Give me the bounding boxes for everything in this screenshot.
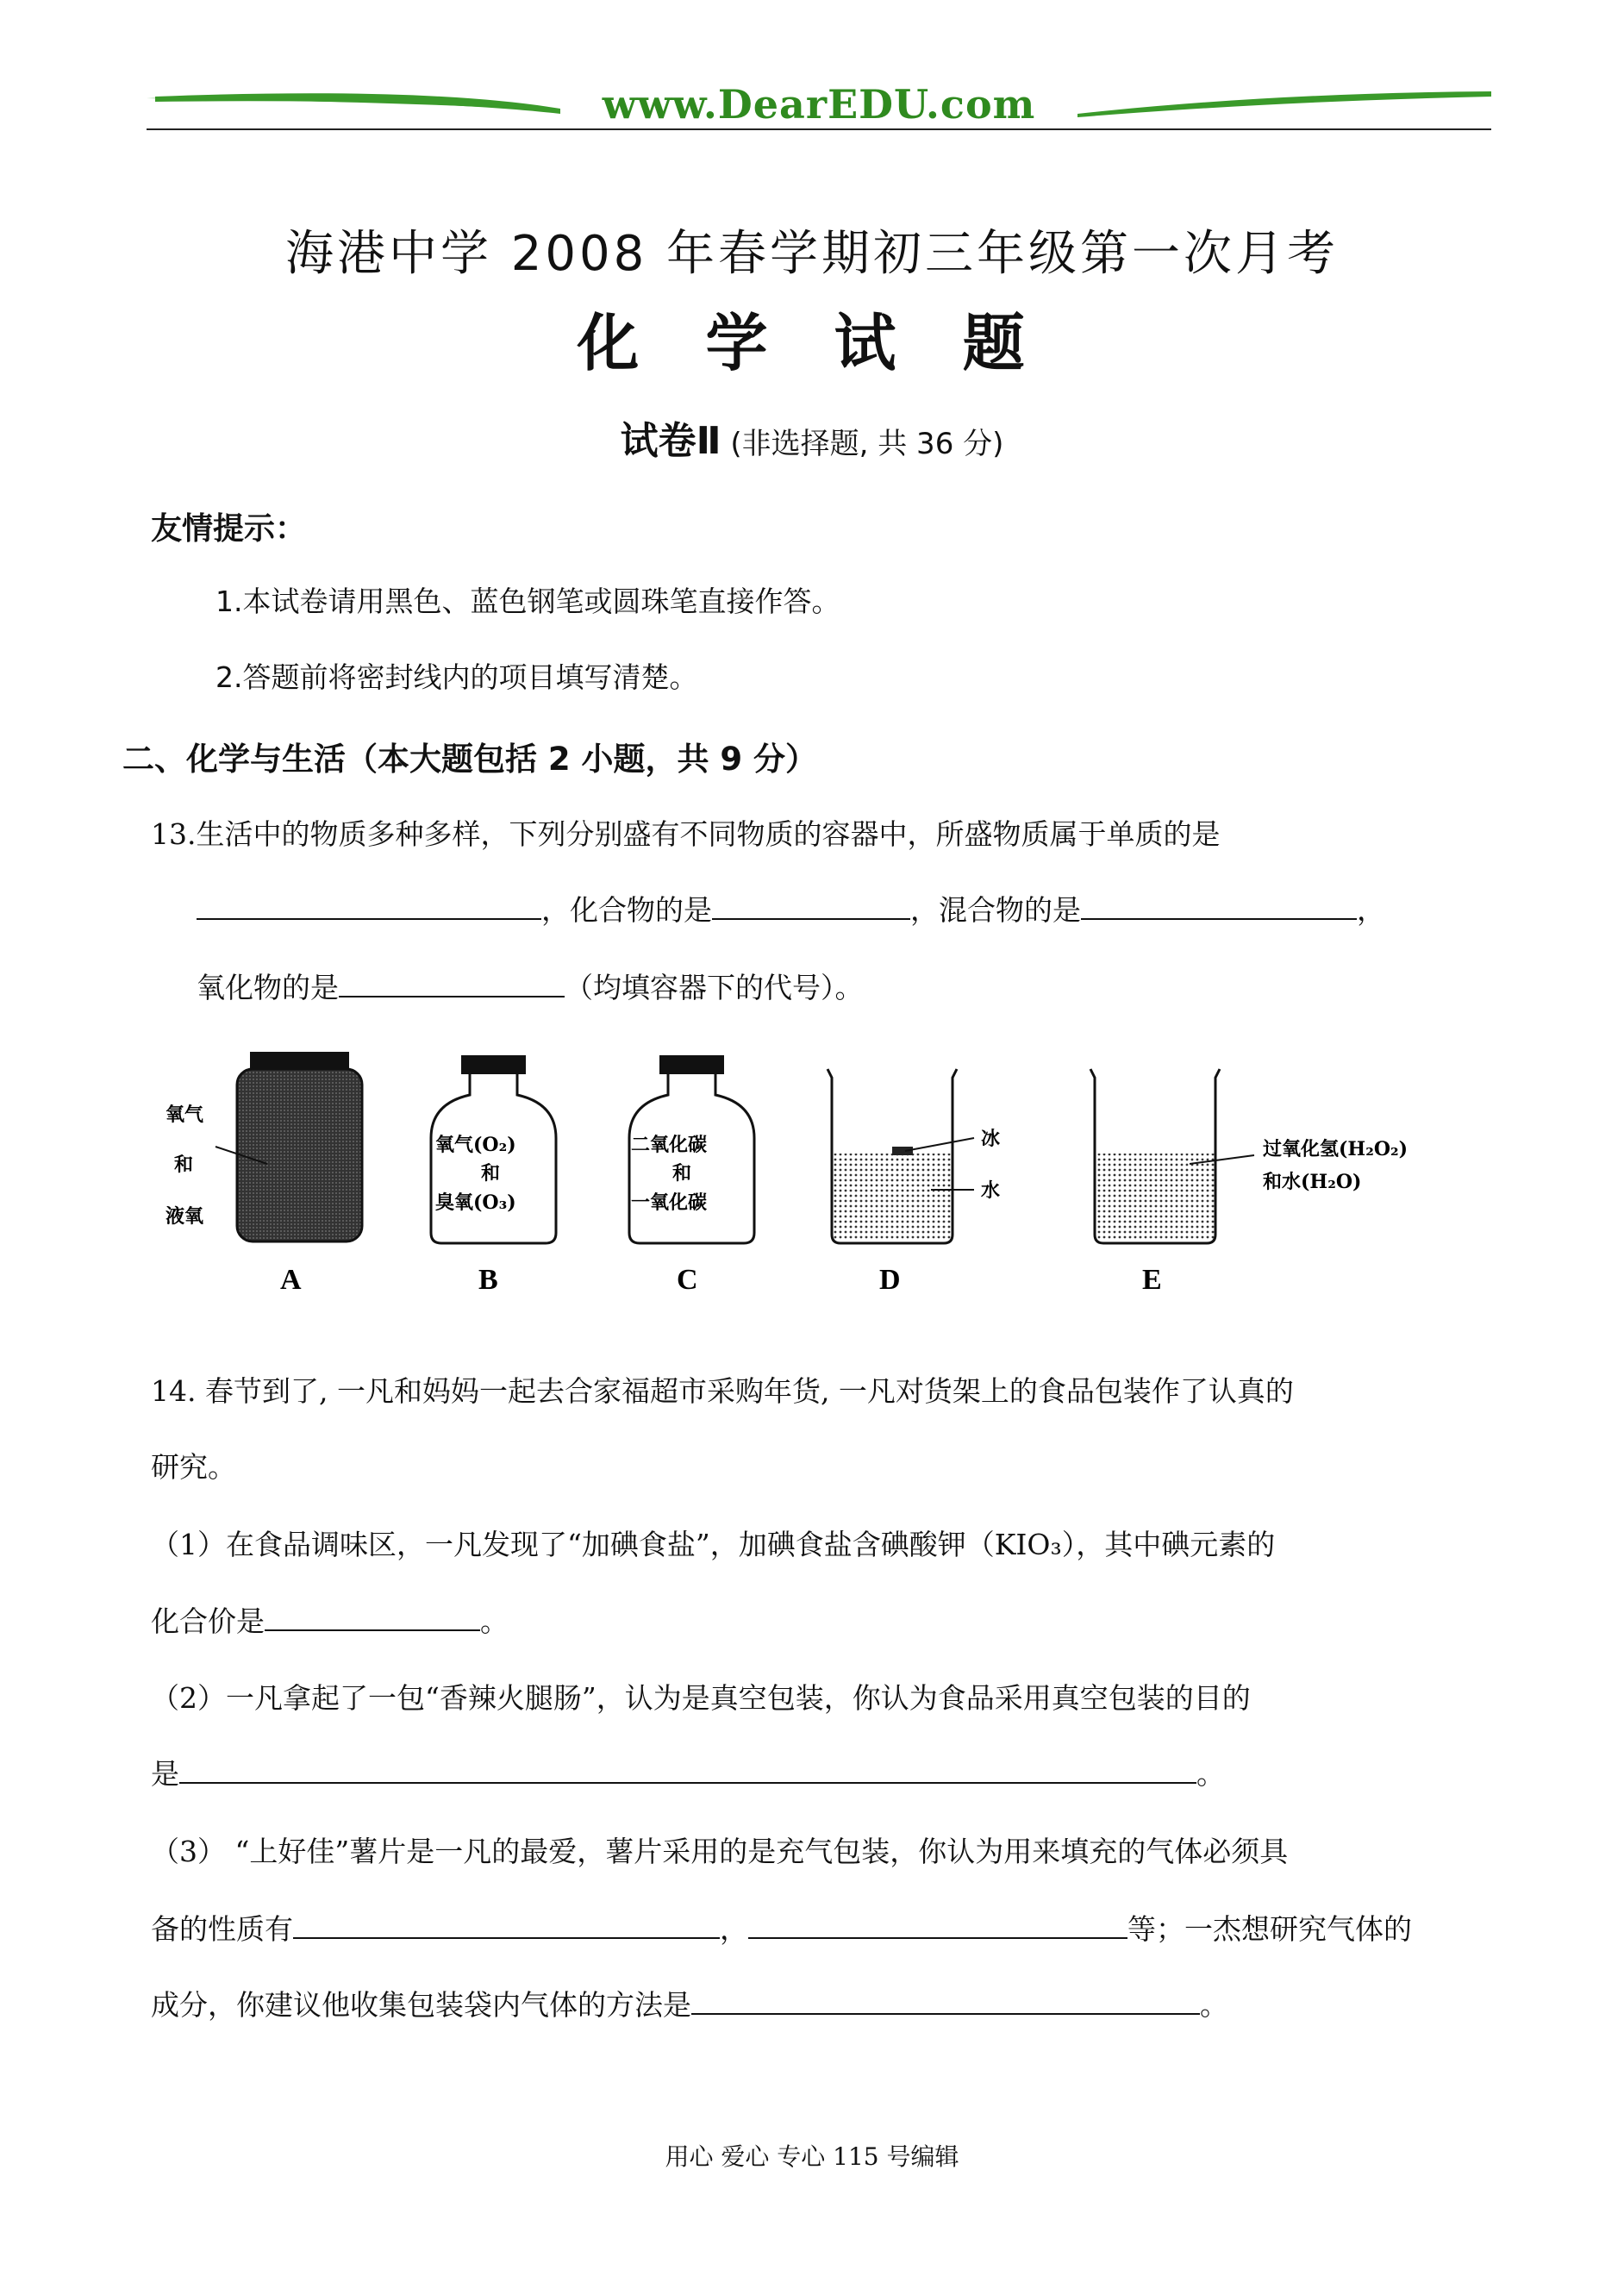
letter-b: B xyxy=(478,1264,498,1296)
q14-p2-line2: 是 。 xyxy=(151,1757,1225,1791)
answer-blank-oxide[interactable] xyxy=(339,970,565,997)
label-c-1: 二氧化碳 xyxy=(631,1134,708,1156)
header-rule xyxy=(147,128,1491,130)
answer-blank-gas-property-1[interactable] xyxy=(293,1911,720,1939)
q14-p2-line1: （2）一凡拿起了一包“香辣火腿肠”，认为是真空包装，你认为食品采用真空包装的目的 xyxy=(151,1681,1251,1715)
site-header-banner xyxy=(147,76,1491,136)
q14-p3-line1: （3） “上好佳”薯片是一凡的最爱，薯片采用的是充气包装，你认为用来填充的气体必须具 xyxy=(151,1835,1289,1868)
label-c-3: 一氧化碳 xyxy=(631,1191,708,1214)
answer-blank-element[interactable] xyxy=(197,892,541,920)
q14-stem-line1: 14. 春节到了, 一凡和妈妈一起去合家福超市采购年货, 一凡对货架上的食品包装作了认真的 xyxy=(151,1374,1294,1408)
letter-d: D xyxy=(879,1264,901,1296)
answer-blank-valence[interactable] xyxy=(265,1604,480,1631)
paper-note: (非选择题, 共 36 分) xyxy=(730,427,1004,461)
beaker-d xyxy=(828,1069,957,1243)
site-logo-text: www.DearEDU.com xyxy=(147,81,1491,128)
answer-blank-collect-method[interactable] xyxy=(691,1987,1200,2015)
subject-title: 化 学 试 题 xyxy=(577,306,1047,379)
q14-p3-line3: 成分，你建议他收集包装袋内气体的方法是 。 xyxy=(151,1988,1228,2022)
label-e-2: 和水(H₂O) xyxy=(1263,1171,1362,1193)
answer-blank-mixture[interactable] xyxy=(1081,892,1357,920)
page-footer: 用心 爱心 专心 115 号编辑 xyxy=(665,2142,959,2171)
label-e-1: 过氧化氢(H₂O₂) xyxy=(1263,1138,1409,1160)
answer-blank-vacuum-purpose[interactable] xyxy=(179,1756,1196,1784)
beaker-e xyxy=(1090,1069,1220,1243)
label-a-3: 液氧 xyxy=(166,1205,204,1228)
label-b-3: 臭氧(O₃) xyxy=(435,1191,516,1214)
section-heading: 二、化学与生活（本大题包括 2 小题，共 9 分） xyxy=(122,741,818,778)
q14-p3-line2: 备的性质有 ， 等；一杰想研究气体的 xyxy=(151,1912,1412,1946)
hint-item: 2.答题前将密封线内的项目填写清楚。 xyxy=(215,660,698,694)
paper-subtitle xyxy=(0,410,1624,465)
letter-c: C xyxy=(677,1264,698,1296)
label-b-2: 和 xyxy=(481,1162,501,1185)
label-a-1: 氧气 xyxy=(166,1104,204,1126)
q14-stem-line2: 研究。 xyxy=(151,1450,236,1484)
letter-a: A xyxy=(280,1264,302,1296)
answer-blank-compound[interactable] xyxy=(712,892,910,920)
q14-p1-line1: （1）在食品调味区，一凡发现了“加碘食盐”，加碘食盐含碘酸钾（KIO₃），其中碘元素的 xyxy=(151,1528,1276,1561)
label-c-2: 和 xyxy=(672,1162,692,1185)
exam-title: 海港中学 2008 年春学期初三年级第一次月考 xyxy=(284,226,1340,282)
paper-name: 试卷Ⅱ xyxy=(620,419,721,463)
label-d-water: 水 xyxy=(981,1179,1001,1202)
q13-answer-line: ，化合物的是 ，混合物的是 ， xyxy=(197,888,1385,929)
label-b-1: 氧气(O₂) xyxy=(435,1134,516,1156)
q13-oxide-line: 氧化物的是 （均填容器下的代号）。 xyxy=(197,971,864,1004)
q13-stem: 13.生活中的物质多种多样，下列分别盛有不同物质的容器中，所盛物质属于单质的是 xyxy=(151,817,1221,851)
q14-p1-line2: 化合价是 。 xyxy=(151,1604,509,1638)
bottle-a xyxy=(237,1052,362,1241)
label-d-ice: 冰 xyxy=(981,1128,1001,1150)
hint-item: 1.本试卷请用黑色、蓝色钢笔或圆珠笔直接作答。 xyxy=(215,585,840,618)
label-a-2: 和 xyxy=(174,1154,194,1176)
container-figure xyxy=(155,1043,1500,1302)
letter-e: E xyxy=(1142,1264,1162,1296)
answer-blank-gas-property-2[interactable] xyxy=(748,1911,1127,1939)
hint-title: 友情提示： xyxy=(151,511,307,547)
